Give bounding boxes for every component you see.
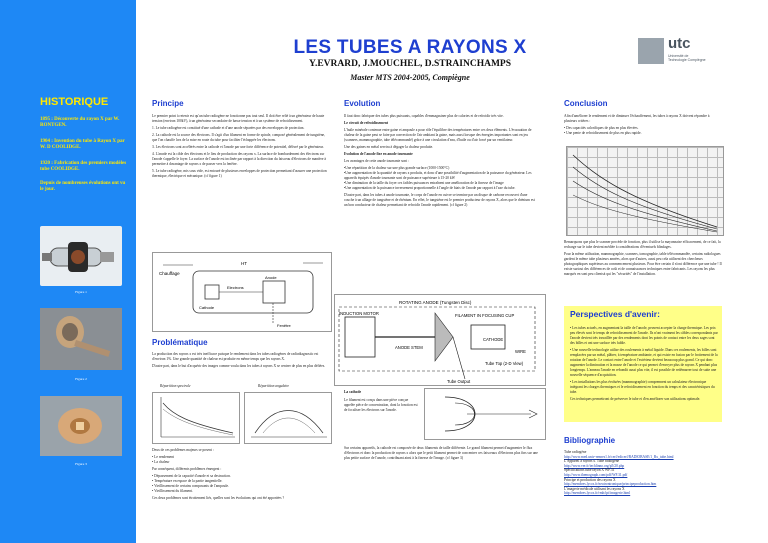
- cathode-text: Le filament est conçu dans une pièce conçue appelée pièce de concentration, dont la fonction est de focaliser les électrons sur l'anode.: [344, 398, 418, 412]
- paragraph: Afin d'améliorer le rendement et de diminuer l'échauffement, les tubes à rayons X doivent répondre à plusieurs critères :: [564, 114, 710, 123]
- cooling-curves: [567, 147, 723, 235]
- figure-caption: Figure 2: [75, 377, 87, 381]
- label-window: Fenêtre: [277, 323, 291, 328]
- problematique-text: [152, 352, 330, 371]
- paragraph: D'autre part, dans le but d'acquérir des images comme voulu dans les tubes à rayons X se centrer de plus en plus défiées.: [152, 364, 326, 368]
- evolution-title: Evolution: [344, 99, 381, 108]
- cathode-photo: [40, 396, 122, 456]
- bullet: •Une répartition de la chaleur sur une plus grande surface (1000-1500°C): [344, 166, 450, 170]
- paragraph: La production des rayons x est très inefficace puisque le rendement dans les tubes radiogènes de radiodiagnostic est d'environ 1%. Une grande quantité de chaleur est produite en même temps que les rayons X.: [152, 352, 319, 361]
- xray-tube-photo: [40, 226, 122, 286]
- paragraph: 5. Le tube radiogène, mis sous vide, est entouré de plusieurs enveloppes de protection permettant d'assurer une protection thermique, électrique et mécanique. (cf figure 1): [152, 169, 327, 178]
- figure-caption: Figure 3: [75, 462, 87, 466]
- anode-photo: [40, 308, 122, 370]
- bullet: •Une augmentation de la quantité de rayons x produits, et donc d'une possibilité d'augmentation de la puissance du générateur. Les appareils équipés d'anode tournante sont de puissance supérieure à 15-20 kW: [344, 171, 532, 180]
- bullet: • Dépassement de la capacité d'anode et sa destruction.: [152, 474, 231, 478]
- paragraph: Une des gaines en métal servira à dégager la chaleur produite.: [344, 145, 434, 149]
- label-ht: HT: [241, 261, 247, 266]
- spectral-curve: [153, 393, 239, 443]
- rotating-anode-diagram: [334, 294, 546, 386]
- label-rotating-anode: ROTATING ANODE (Tungsten Disc): [399, 300, 472, 305]
- label-chauffage: Chauffage: [159, 271, 180, 276]
- paragraph: L'huile minérale contenue entre gaine et ampoule a pour rôle l'équilibre des températures entre ces deux éléments. L'évacuation de chaleur de la gaine peut se faire par convection de l'air ambiant la gaine, mais aussi lorsque des énergies importantes sont en jeu (scanners, mammographie, tube télécommandé) grâce à une circulation d'eau, d'huile ou d'air forcé par un ventilateur.: [344, 128, 532, 142]
- bib-item: Spécifications tube rayon X WF.31: [564, 468, 615, 473]
- history-item: Depuis de nombreuses évolutions ont vu le jour.: [40, 181, 126, 192]
- subheading: Le circuit de refroidissement: [344, 121, 389, 125]
- conclusion-intro: [564, 114, 722, 138]
- bib-item: L'imagerie médicale utilisant les rayons X: [564, 486, 625, 491]
- fig-label-spectral: Répartition spectrale: [160, 384, 191, 388]
- history-item: 1920 : Fabrication des premiers modèles tube COOLIDGE.: [40, 161, 127, 172]
- bib-link[interactable]: http://www.med.univ-rennes1.fr/cerf/edicerf/RADIOBASE/1_Rx_tube.html: [564, 454, 674, 459]
- principe-text: [152, 114, 330, 181]
- label-electrons: Electrons: [227, 285, 244, 290]
- evolution-text: [344, 114, 538, 210]
- bib-link[interactable]: http://www.ver.fr/techlinno.org/p5/20.php: [564, 463, 625, 468]
- rotating-anode-drawing: [335, 295, 545, 385]
- bullet: • Des capacités calorifiques de plus en plus élevées.: [564, 126, 639, 130]
- bib-item: L'Appareil à rayons x. Tube radiogène: [564, 459, 620, 464]
- perspectives-text: [570, 326, 718, 404]
- label-anode-stem: ANODE STEM: [395, 345, 423, 350]
- fig-label-angular: Répartition angulaire: [258, 384, 290, 388]
- bib-link[interactable]: http://www.themograph.com/pdf/WF.31.pdf: [564, 472, 628, 477]
- paragraph: 3. Les électrons sont accélérés entre la cathode et l'anode par une forte différence de potentiel, délivré par le générateur.: [152, 145, 324, 149]
- principe-title: Principe: [152, 99, 184, 108]
- utc-logo: [638, 35, 706, 68]
- paragraph: Ces techniques permettront de préserver le tube et d'en améliorer son utilisations optimale.: [570, 397, 701, 401]
- history-item: 1895 : Découverte du rayon X par W. RONTGEN.: [40, 117, 120, 128]
- label-wire: WIRE: [515, 349, 526, 354]
- cathode-image: [40, 396, 122, 456]
- bullet: •Une diminution de la taille du foyer ces faibles puissances entraînent une amélioration de la finesse de l'image: [344, 181, 504, 185]
- tube-schematic-drawing: [153, 253, 331, 331]
- label-cathode: CATHODE: [483, 337, 504, 342]
- paragraph: Les avantages de cette anode tournante sont :: [344, 159, 409, 163]
- logo-square-icon: [638, 38, 664, 64]
- bullet: • Vieillissement de certains composants de l'ampoule.: [152, 484, 229, 488]
- history-item: 1904 : Invention du tube à Rayon X par W. D COOLIDGE.: [40, 139, 125, 150]
- bullet: •Une augmentation de la puissance inversement proportionnelle à l'angle de biais de l'anode par rapport à l'axe du tube.: [344, 186, 516, 190]
- bib-link[interactable]: http://membres.lycos.fr/neutrontronique/principeproduction.htm: [564, 482, 657, 487]
- bullet: • Les installations les plus évoluées (mammographie) comprennent un calculateur électronique intégrant les charges thermiques et le refroidissement en fonction du temps et des caractéristiques du tube.: [570, 380, 715, 394]
- cathode-diagram: [424, 388, 546, 440]
- angular-chart: [244, 392, 332, 444]
- focusing-cup-drawing: [425, 389, 545, 439]
- subheading: Evolution de l'anode fixe en anode tournante: [344, 152, 413, 156]
- angular-curve: [245, 393, 331, 443]
- logo-subtext: Université de Technologie Compiègne: [668, 54, 706, 62]
- bib-item: Tube radiogène: [564, 450, 587, 454]
- bib-item: Principe et production des rayons X: [564, 477, 616, 482]
- anode-image: [40, 308, 122, 370]
- paragraph: Remarquons que plus le scanner procède de fonction, plus il utilise la mayonnaise efficacement, de ce fait, la recharge sur le tube devient médiée à considérations d'éventuels blindages.: [564, 240, 721, 249]
- spectral-chart: [152, 392, 240, 444]
- bullet: • Vieillissement du filament.: [152, 489, 193, 493]
- historique-title: HISTORIQUE: [40, 96, 109, 108]
- paragraph: Il faut donc fabriquer des tubes plus puissants, capables d'emmagasiner plus de calories et de refroidir très vite.: [344, 114, 504, 118]
- label-anode: Anode: [265, 275, 277, 280]
- paragraph: 1. Le tube radiogène est constitué d'une cathode et d'une anode séparées par des enveloppes de protection.: [152, 126, 305, 130]
- figure-caption: Figure 1: [75, 290, 87, 294]
- paragraph: D'autre part, dans les tubes à anode tournante, le corps de l'anode en cuivre se termine par un disque de carbone recouvert d'une couche à un alliage de tungstène et de rhénium. En effet, le tungstène est le premier producteur de rayons X, alors que le rhénium est un bon conducteur de chaleur permettant de refroidir l'anode rapidement. (cf figure 2): [344, 193, 535, 207]
- paragraph: Par conséquent, différents problèmes émergent :: [152, 467, 222, 471]
- xray-tube-image: [40, 226, 122, 286]
- logo-text: utc: [668, 35, 691, 52]
- label-filament-cup: FILAMENT IN FOCUSING CUP: [455, 313, 515, 318]
- cathode-details: Sur certains appareils, la cathode est composée de deux filaments de taille différente. Le grand filament permet d'augmenter le flux d'électrons et donc la production de rayons x alors que le petit filament permet de concentrer ces faisceaux d'électrons plus fins sur une plus petite surface de l'anode, contribuant ainsi à la finesse de l'image. (cf figure 3): [344, 446, 538, 460]
- paragraph: Le premier point à retenir est qu'un tube radiogène ne fonctionne pas tout seul. Il doit être relié à un générateur de haute tension (environ 100kV), à un générateur secondaire de basse tension et à un système de refroidissement.: [152, 114, 325, 123]
- cooling-curve-chart: [566, 146, 724, 236]
- paragraph: Ces deux problèmes sont étroitement liés, quelles sont les évolutions qui ont été apportées ?: [152, 496, 285, 500]
- tube-schematic: [152, 252, 332, 332]
- bullet: • Le rendement: [152, 455, 175, 459]
- authors: Y.EVRARD, J.MOUCHEL, D.STRAINCHAMPS: [308, 59, 512, 69]
- paragraph: 4. L'anode est la cible des électrons et le lieu de production des rayons x. La surface de bombardement des électrons sur l'anode s'appelle le foyer. La surface de l'anode est inclinée par rapport à la direction du faisceau d'électrons de manière à permettre à davantage de rayons x de passer vers la fenêtre.: [152, 152, 326, 166]
- cathode-subtitle: La cathode: [344, 390, 362, 394]
- conclusion-title: Conclusion: [564, 99, 608, 108]
- label-tube-output: Tube Output: [447, 379, 471, 384]
- perspectives-title: Perspectives d'avenir:: [570, 309, 660, 319]
- bib-link[interactable]: http://membres.lycos.fr/rmh/ipt/imagerie.html: [564, 491, 631, 496]
- bullet: • Une nouvelle technologie utilise des roulements à métal liquide. Dans ces roulements, les billes sont remplacées par un métal, plâtrer, à température ambiante, et qui existe en fusion par le frottement de la rotation de l'anode. Le contact entre l'anode et l'extérieur devient beaucoup plus grand. Ce qui donc augmenter la diminution et la masse de l'anode ce qui permet d'envoyer plus de rayons X pendant plus longtemps. L'anneau l'anode en rebondit aussi plus vite, il est possible de redémarrer tout de suite une nouvelle séquence d'acquisition.: [570, 348, 718, 377]
- problematique-title: Problématique: [152, 338, 208, 347]
- label-induction-motor: INDUCTION MOTOR: [339, 311, 379, 316]
- label-cathode: Cathode: [199, 305, 215, 310]
- bibliographie-title: Bibliographie: [564, 436, 616, 445]
- paragraph: Pour la même utilisation, mammographie, scanners, tomographie, table télécommandée, certains radiologues gardent le même tube plusieurs années, alors que d'autres, aussi peu cela utilisent des chercheurs photographiques supérieurs au commencement plusieurs. Pour être certain il n'ont différence que une tube ! Il existe surtout des différences de coût et de connaissances techniques entre fabricants. Les rayons les plus marqués en sont peu clientsà qui les "sécurités" de l'installation.: [564, 252, 722, 276]
- bullet: • Les tubes actuels, en augmentant la taille de l'anode, peuvent accepter la charge thermique. Les prix peu élevés sont le temps de refroidissement de l'anode. Ils n'ont vraiment les câbles correspondants par l'anode devient très travaillée par des rendements dont les points de contact entre les deux sages sont des billes et ont une surface très faible.: [570, 326, 718, 345]
- conclusion-remarks: [564, 240, 722, 279]
- program-subtitle: Master MTS 2004-2005, Compiègne: [350, 73, 470, 82]
- paragraph: 2. La cathode est la source des électrons. Il s'agit d'un filament en forme de spirale, composé généralement de tungstène, que l'on chauffe lors de la mise en route du tube pour faciliter l'échappée les électrons.: [152, 133, 326, 142]
- paragraph: Deux de ces problèmes majeurs se posent :: [152, 448, 214, 452]
- bibliographie-list: [564, 450, 722, 496]
- label-tube-top: Tube Top (2-D View): [485, 361, 524, 366]
- poster-title: LES TUBES A RAYONS X: [293, 37, 527, 58]
- history-sidebar: [0, 0, 136, 543]
- bullet: • Une pente de refroidissement de plus en plus rapide.: [564, 131, 642, 135]
- bullet: • Température en espace de la partie tangentielle.: [152, 479, 223, 483]
- bullet: • La chaleur: [152, 460, 170, 464]
- perspectives-box: [564, 306, 722, 422]
- problematique-list: [152, 448, 330, 503]
